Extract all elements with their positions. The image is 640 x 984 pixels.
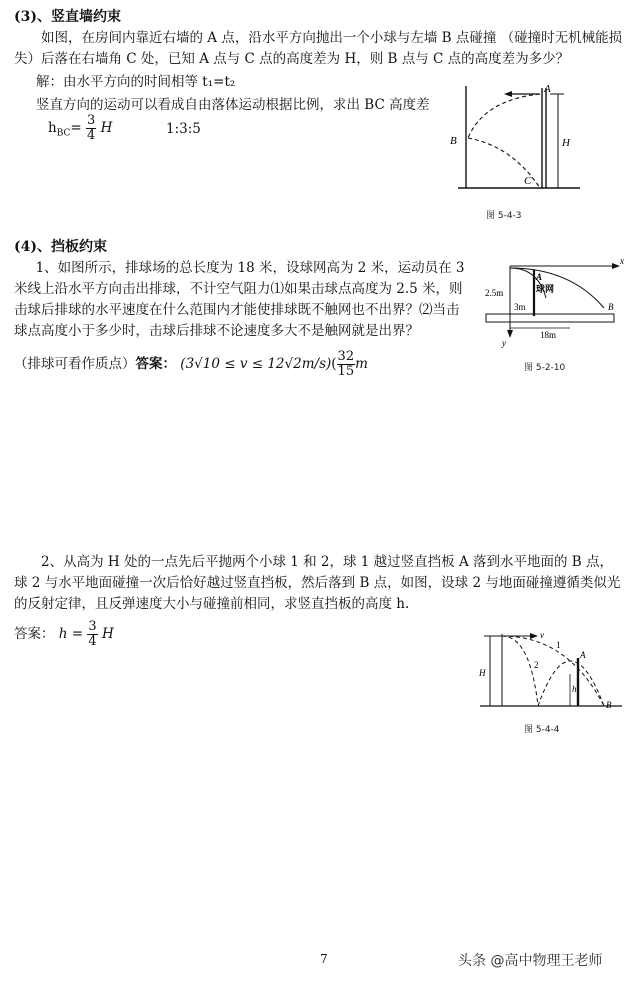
section3-ratio: 1:3:5 [166, 121, 201, 137]
label-h: H [562, 137, 570, 149]
label-2-5m: 2.5m [485, 288, 504, 298]
section3-solution-line2: 竖直方向的运动可以看成自由落体运动根据比例，求出 BC 高度差 [36, 97, 430, 113]
trajectory-a-to-b [468, 94, 540, 138]
answer2-fraction [87, 620, 97, 649]
answer1-denominator: 15 [337, 364, 355, 379]
answer1-unit: m [355, 356, 368, 372]
court-ground [486, 314, 614, 322]
y-arrow-icon [507, 330, 513, 338]
section4-problem1: 1、如图所示，排球场的总长度为 18 米，设球网高为 2 米，运动员在 3 米线上沿水平方向击出排球，不计空气阻力⑴如果击球点高度为 2.5 米，则击球后排球的水平速度在什么范围内才能使排球既不触网也不出界？⑵当击球点高度小于多少时，击球后排球不论速度多大不是触网就是出界？ [14, 260, 465, 339]
arrow-head-icon [504, 91, 512, 97]
label-h-big: H [479, 668, 486, 678]
label-a: A [580, 650, 586, 660]
answer1-numerator: 32 [337, 349, 355, 364]
trajectory-ball-2-bounce [538, 661, 604, 706]
answer-subscript: BC [56, 128, 71, 139]
figure-5-2-10 [484, 258, 626, 350]
label-b: B [606, 700, 612, 710]
label-1: 1 [556, 640, 561, 650]
figure-5-4-4 [476, 628, 626, 712]
x-arrow-icon [612, 263, 620, 269]
section3-solution-line1: 解：由水平方向的时间相等 t₁=t₂ [36, 74, 236, 90]
section4-answer2 [14, 620, 114, 649]
label-h-small: h [572, 684, 577, 694]
label-net: 球网 [536, 284, 555, 294]
answer2-numerator: 3 [88, 619, 97, 634]
answer1-paren: ( [331, 356, 337, 372]
label-2: 2 [534, 660, 539, 670]
answer-eq: = [70, 120, 82, 136]
answer-fraction [86, 114, 96, 143]
label-y: y [502, 338, 506, 348]
section3-answer [48, 114, 112, 143]
answer1-range: (3√10 ≤ v ≤ 12√2m/s) [180, 356, 332, 372]
label-v: v [540, 630, 544, 640]
page-number: 7 [320, 952, 328, 966]
figure-5-4-3 [446, 84, 596, 196]
answer1-fraction [337, 350, 356, 379]
answer2-eq: = [71, 626, 84, 642]
answer2-denominator: 4 [88, 634, 97, 649]
answer-variable: H [100, 120, 113, 136]
arrow-head-icon [530, 633, 538, 639]
label-18m: 18m [540, 330, 557, 340]
answer2-lhs: h [58, 626, 68, 642]
label-b: B [450, 135, 457, 147]
caption-5-4-4: 图 5-4-4 [524, 725, 560, 735]
answer1-label: 答案： [135, 356, 176, 372]
section4-title: (4)、挡板约束 [14, 239, 107, 255]
answer1-prefix: （排球可看作质点） [14, 356, 136, 372]
label-a: A [544, 84, 551, 95]
caption-5-2-10: 图 5-2-10 [524, 363, 566, 373]
label-a: A [536, 272, 543, 282]
answer2-label: 答案： [14, 626, 55, 642]
section3-problem: 如图，在房间内靠近右墙的 A 点，沿水平方向抛出一个小球与左墙 B 点碰撞 （碰撞时无机械能损失）后落在右墙角 C 处，已知 A 点与 C 点的高度差为 H，则 B 点与 C 点的高度差为多少？ [14, 30, 623, 67]
label-x: x [620, 258, 624, 266]
label-b: B [608, 302, 614, 312]
trajectory-ball-2-fall [502, 636, 538, 706]
section3-title: (3)、竖直墙约束 [14, 9, 121, 25]
watermark: 头条 @高中物理王老师 [458, 953, 603, 969]
fraction-numerator: 3 [86, 113, 96, 128]
trajectory-ball-1 [502, 636, 604, 706]
caption-5-4-3: 图 5-4-3 [486, 211, 522, 221]
label-3m: 3m [514, 302, 526, 312]
fraction-denominator: 4 [86, 128, 96, 143]
answer-lhs: h [48, 120, 57, 136]
section4-problem2: 2、从高为 H 处的一点先后平抛两个小球 1 和 2，球 1 越过竖直挡板 A 落到水平地面的 B 点，球 2 与水平地面碰撞一次后恰好越过竖直挡板，然后落到 B 点，如图，设球 2 与地面碰撞遵循类似光的反射定律，且反弹速度大小与碰撞前相同，求竖直挡板的高度 h. [14, 554, 621, 612]
label-c: C [524, 175, 532, 187]
section4-answer1 [14, 350, 368, 379]
answer2-variable: H [101, 626, 114, 642]
